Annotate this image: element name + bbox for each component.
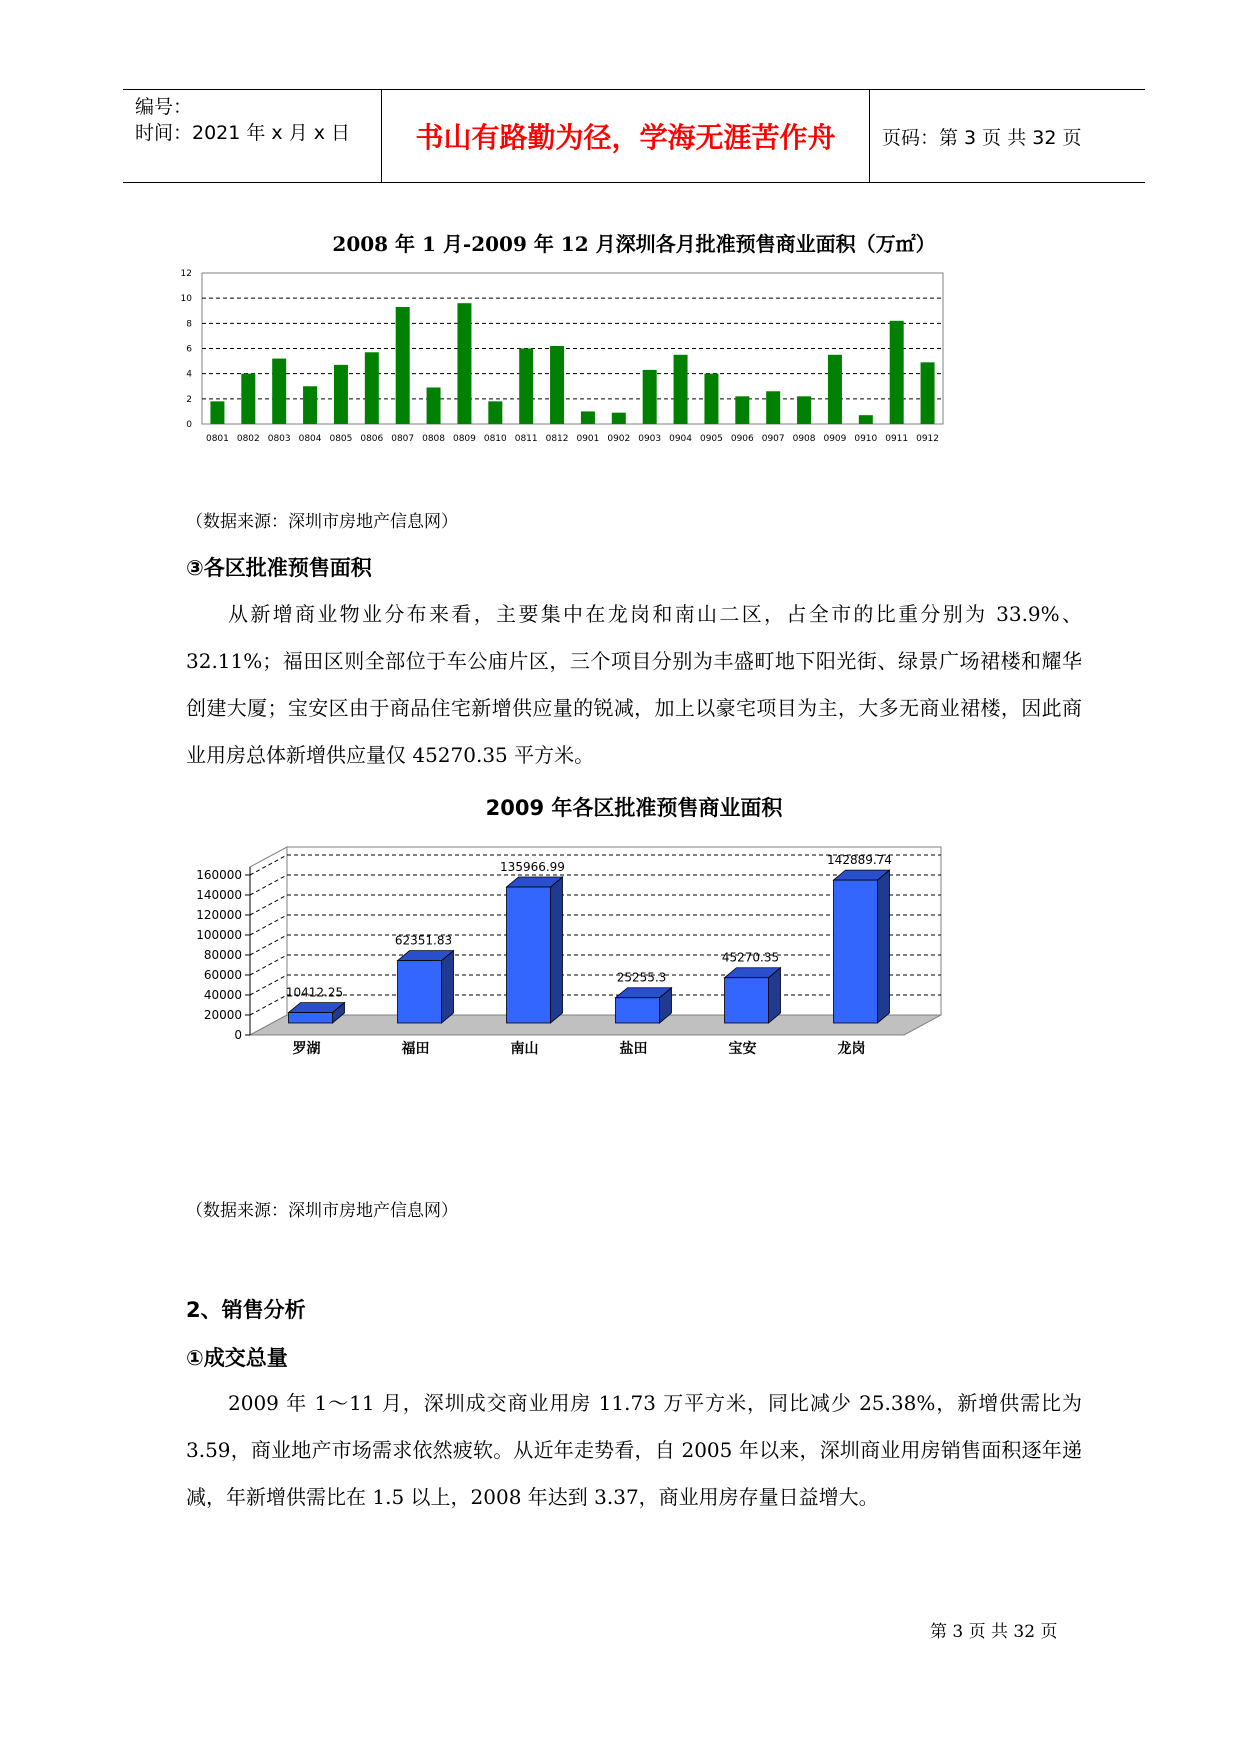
chart2-y-tick-label: 80000: [203, 948, 242, 962]
chart1-bar: [704, 374, 718, 424]
chart1-bar: [303, 386, 317, 424]
chart1-x-tick-label: 0909: [823, 434, 847, 444]
chart2-bar: [725, 978, 769, 1023]
chart2-bar: [507, 887, 551, 1023]
page-header: [123, 89, 1145, 183]
sales-paragraph-text: 2009 年 1～11 月，深圳成交商业用房 11.73 万平方米，同比减少 25.38%，新增供需比为 3.59，商业地产市场需求依然疲软。从近年走势看，自 2005 年以来，深圳商业用房销售面积逐年递减，年新增供需比在 1.5 以上，2008 年达到 3.37，商业用房存量日益增大。: [186, 1391, 1082, 1509]
chart1-x-tick-label: 0809: [452, 434, 476, 444]
chart2-x-tick-label: 南山: [510, 1041, 539, 1057]
sales-paragraph: [186, 1380, 1082, 1521]
header-motto: 书山有路勤为径，学海无涯苦作舟: [382, 90, 870, 182]
chart2-data-label: 10412.25: [285, 985, 344, 1000]
chart2-data-label: 45270.35: [721, 950, 780, 965]
chart1-x-tick-label: 0806: [360, 434, 384, 444]
chart1-bar: [457, 303, 471, 424]
chart1-y-tick-label: 10: [180, 294, 192, 305]
monthly-presale-bar-chart: [180, 268, 1060, 483]
chart2-x-tick-label: 龙岗: [837, 1041, 866, 1057]
section-heading-district: ③各区批准预售面积: [186, 556, 372, 580]
chart2-bar-side: [551, 877, 563, 1023]
chart1-x-tick-label: 0810: [483, 434, 507, 444]
chart1-x-tick-label: 0902: [607, 434, 631, 444]
chart1-bar: [766, 391, 780, 424]
chart2-bar: [289, 1013, 333, 1023]
chart1-bar: [519, 349, 533, 425]
chart1-y-tick-label: 6: [186, 344, 192, 355]
chart1-bar: [427, 388, 441, 424]
chart1-bar: [612, 413, 626, 424]
chart1-bar: [488, 401, 502, 424]
chart1-bar: [365, 352, 379, 424]
chart1-bar: [797, 396, 811, 424]
section-subheading-volume: ①成交总量: [186, 1346, 288, 1370]
chart2-source: （数据来源：深圳市房地产信息网）: [186, 1201, 458, 1221]
chart1-title: 2008 年 1 月-2009 年 12 月深圳各月批准预售商业面积（万㎡）: [332, 232, 936, 256]
district-presale-3d-bar-chart: [180, 845, 1060, 1175]
chart1-x-tick-label: 0808: [422, 434, 446, 444]
chart1-bar: [674, 355, 688, 424]
chart2-y-tick-label: 20000: [203, 1008, 242, 1022]
header-time-label: 时间：2021 年 x 月 x 日: [135, 122, 351, 144]
chart2-x-tick-label: 罗湖: [292, 1041, 321, 1057]
chart1-bar: [828, 355, 842, 424]
chart2-title: 2009 年各区批准预售商业面积: [485, 796, 783, 820]
chart1-x-tick-label: 0901: [576, 434, 600, 444]
chart2-y-tick-label: 100000: [196, 928, 242, 942]
chart1-x-tick-label: 0805: [329, 434, 353, 444]
chart2-bar-side: [878, 870, 890, 1023]
chart1-x-tick-label: 0904: [669, 434, 693, 444]
chart1-x-tick-label: 0908: [792, 434, 816, 444]
chart1-bar: [859, 415, 873, 424]
chart1-x-tick-label: 0911: [885, 434, 909, 444]
chart1-bar: [581, 411, 595, 424]
chart2-bar-side: [442, 951, 454, 1023]
page-footer: 第 3 页 共 32 页: [930, 1622, 1058, 1642]
chart1-x-tick-label: 0811: [514, 434, 538, 444]
district-paragraph-text: 从新增商业物业分布来看，主要集中在龙岗和南山二区，占全市的比重分别为 33.9%、32.11%；福田区则全部位于车公庙片区，三个项目分别为丰盛町地下阳光街、绿景广场裙楼和耀华创建大厦；宝安区由于商品住宅新增供应量的锐减，加上以豪宅项目为主，大多无商业裙楼，因此商业用房总体新增供应量仅 45270.35 平方米。: [186, 602, 1082, 767]
chart2-x-tick-label: 盐田: [619, 1041, 648, 1057]
chart1-y-tick-label: 12: [180, 269, 192, 279]
chart1-bar: [550, 346, 564, 424]
chart1-bar: [241, 374, 255, 424]
chart2-y-tick-label: 140000: [196, 888, 242, 902]
chart2-side-wall: [250, 847, 287, 1035]
chart1-source: （数据来源：深圳市房地产信息网）: [186, 512, 458, 532]
chart2-data-label: 142889.74: [827, 853, 892, 868]
chart1-y-tick-label: 8: [186, 319, 192, 330]
chart1-x-tick-label: 0903: [638, 434, 662, 444]
chart1-x-tick-label: 0912: [916, 434, 940, 444]
chart1-bar: [396, 307, 410, 424]
chart2-y-tick-label: 0: [234, 1028, 242, 1042]
chart2-y-tick-label: 40000: [203, 988, 242, 1002]
chart1-y-tick-label: 0: [186, 420, 192, 430]
section-heading-sales: 2、销售分析: [186, 1298, 306, 1322]
chart1-y-tick-label: 4: [186, 369, 192, 380]
header-number-label: 编号：: [135, 96, 193, 118]
chart1-x-tick-label: 0807: [391, 434, 415, 444]
header-page-label: 页码：第 3 页 共 32 页: [882, 126, 1082, 149]
chart2-y-tick-label: 120000: [196, 908, 242, 922]
chart2-y-tick-label: 160000: [196, 868, 242, 882]
chart1-x-tick-label: 0910: [854, 434, 878, 444]
chart1-x-tick-label: 0907: [761, 434, 785, 444]
chart2-bar: [616, 998, 660, 1023]
chart1-x-tick-label: 0812: [545, 434, 569, 444]
chart1-bar: [272, 359, 286, 424]
chart2-bar: [398, 961, 442, 1023]
chart1-x-tick-label: 0803: [267, 434, 291, 444]
chart1-bar: [921, 362, 935, 424]
chart1-bar: [643, 370, 657, 424]
chart1-y-tick-label: 2: [186, 394, 192, 405]
chart1-bar: [210, 401, 224, 424]
chart1-x-tick-label: 0801: [205, 434, 229, 444]
district-paragraph: [186, 591, 1082, 779]
chart2-x-tick-label: 福田: [401, 1041, 430, 1057]
chart1-x-tick-label: 0804: [298, 434, 322, 444]
chart2-data-label: 135966.99: [500, 860, 565, 875]
chart1-bar: [890, 321, 904, 424]
chart1-x-tick-label: 0906: [730, 434, 754, 444]
header-meta: [123, 90, 382, 182]
chart2-x-tick-label: 宝安: [728, 1041, 757, 1057]
chart1-bar: [735, 396, 749, 424]
chart2-bar: [834, 880, 878, 1023]
chart1-x-tick-label: 0802: [236, 434, 260, 444]
chart2-y-tick-label: 60000: [203, 968, 242, 982]
chart1-bar: [334, 365, 348, 424]
chart2-data-label: 25255.3: [616, 970, 667, 985]
chart1-x-tick-label: 0905: [699, 434, 723, 444]
chart2-data-label: 62351.83: [394, 933, 453, 948]
